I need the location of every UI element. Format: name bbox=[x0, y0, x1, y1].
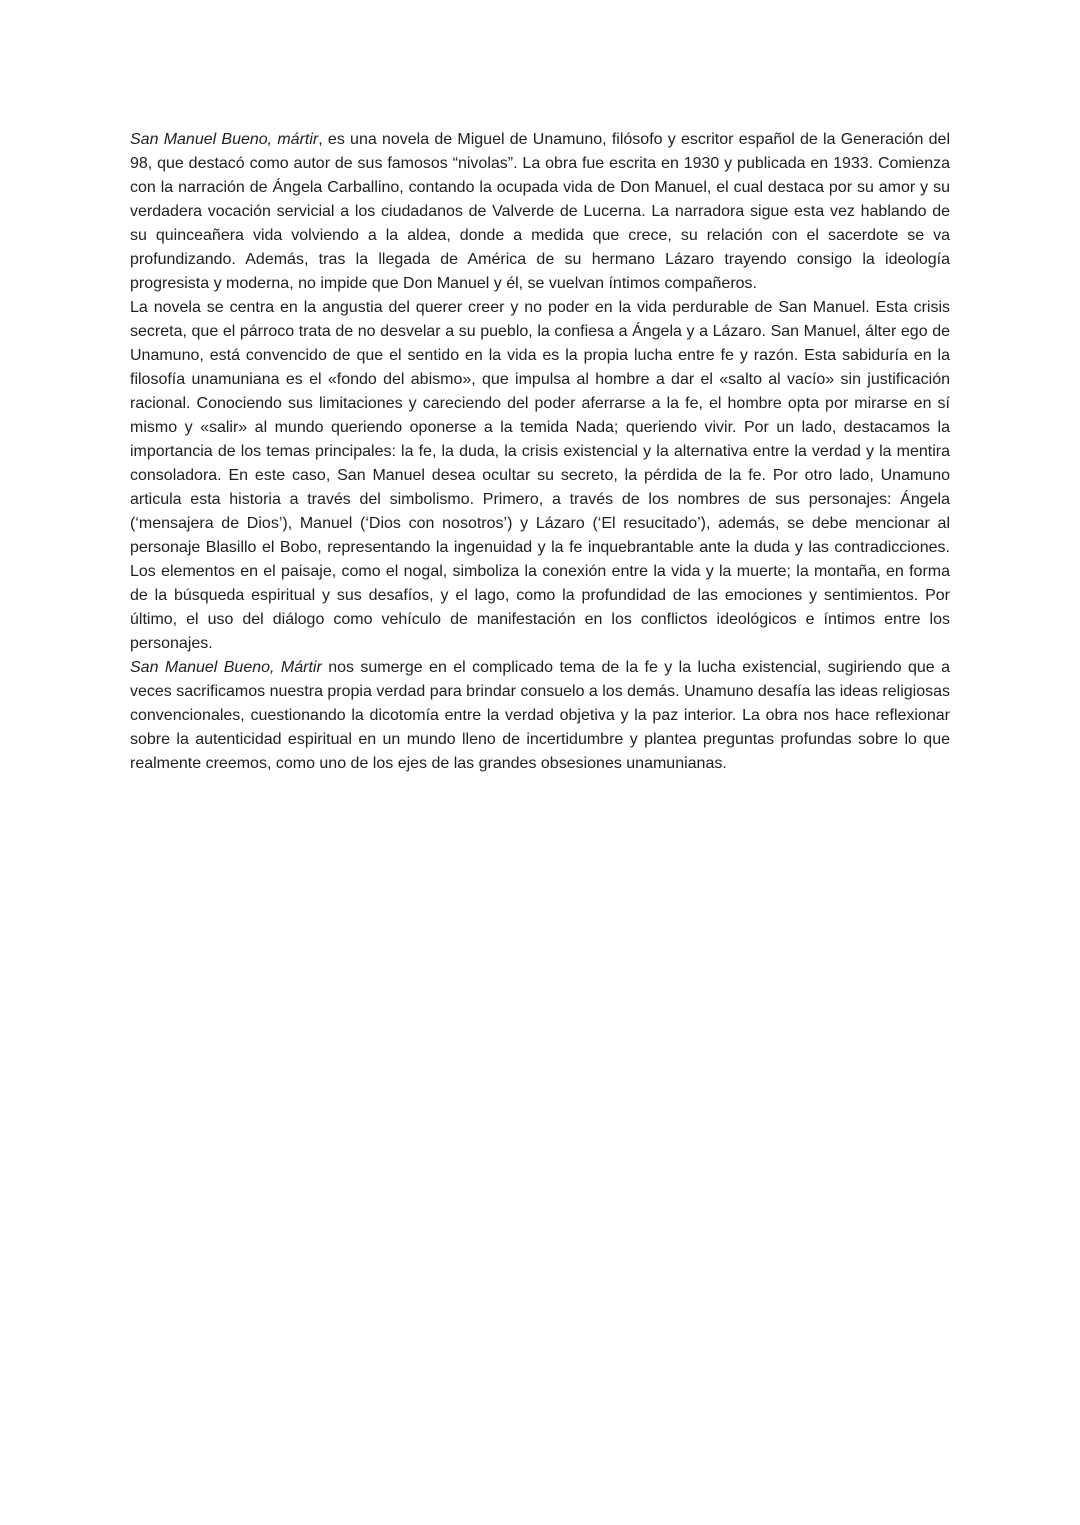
paragraph-analysis bbox=[130, 296, 950, 656]
novel-title-italic: San Manuel Bueno, Mártir bbox=[130, 659, 322, 676]
paragraph-introduction bbox=[130, 128, 950, 296]
paragraph-text: nos sumerge en el complicado tema de la fe y la lucha existencial, sugiriendo que a veces sacrificamos nuestra propia verdad para brindar consuelo a los demás. Unamuno desafía las ideas religiosas convencionales, cuestionando la dicotomía entre la verdad objetiva y la paz interior. La obra nos hace reflexionar sobre la autenticidad espiritual en un mundo lleno de incertidumbre y plantea preguntas profundas sobre lo que realmente creemos, como uno de los ejes de las grandes obsesiones unamunianas. bbox=[130, 659, 951, 772]
paragraph-conclusion bbox=[130, 656, 950, 776]
paragraph-text: , es una novela de Miguel de Unamuno, filósofo y escritor español de la Generación del 98, que destacó como autor de sus famosos “nivolas”. La obra fue escrita en 1930 y publicada en 1933. Comienza con la narración de Ángela Carballino, contando la ocupada vida de Don Manuel, el cual destaca por su amor y su verdadera vocación servicial a los ciudadanos de Valverde de Lucerna. La narradora sigue esta vez hablando de su quinceañera vida volviendo a la aldea, donde a medida que crece, su relación con el sacerdote se va profundizando. Además, tras la llegada de América de su hermano Lázaro trayendo consigo la ideología progresista y moderna, no impide que Don Manuel y él, se vuelvan íntimos compañeros. bbox=[130, 131, 951, 292]
novel-title-italic: San Manuel Bueno, mártir bbox=[130, 131, 319, 148]
document-page bbox=[130, 128, 950, 776]
paragraph-text: La novela se centra en la angustia del querer creer y no poder en la vida perdurable de San Manuel. Esta crisis secreta, que el párroco trata de no desvelar a su pueblo, la confiesa a Ángela y a Lázaro. San Manuel, álter ego de Unamuno, está convencido de que el sentido en la vida es la propia lucha entre fe y razón. Esta sabiduría en la filosofía unamuniana es el «fondo del abismo», que impulsa al hombre a dar el «salto al vacío» sin justificación racional. Conociendo sus limitaciones y careciendo del poder aferrarse a la fe, el hombre opta por mirarse en sí mismo y «salir» al mundo queriendo oponerse a la temida Nada; queriendo vivir. Por un lado, destacamos la importancia de los temas principales: la fe, la duda, la crisis existencial y la alternativa entre la verdad y la mentira consoladora. En este caso, San Manuel desea ocultar su secreto, la pérdida de la fe. Por otro lado, Unamuno articula esta historia a través del simbolismo. Primero, a través de los nombres de sus personajes: Ángela (‘mensajera de Dios’), Manuel (‘Dios con nosotros’) y Lázaro (‘El resucitado’), además, se debe mencionar al personaje Blasillo el Bobo, representando la ingenuidad y la fe inquebrantable ante la duda y las contradicciones. Los elementos en el paisaje, como el nogal, simboliza la conexión entre la vida y la muerte; la montaña, en forma de la búsqueda espiritual y sus desafíos, y el lago, como la profundidad de las emociones y sentimientos. Por último, el uso del diálogo como vehículo de manifestación en los conflictos ideológicos e íntimos entre los personajes. bbox=[130, 299, 950, 652]
